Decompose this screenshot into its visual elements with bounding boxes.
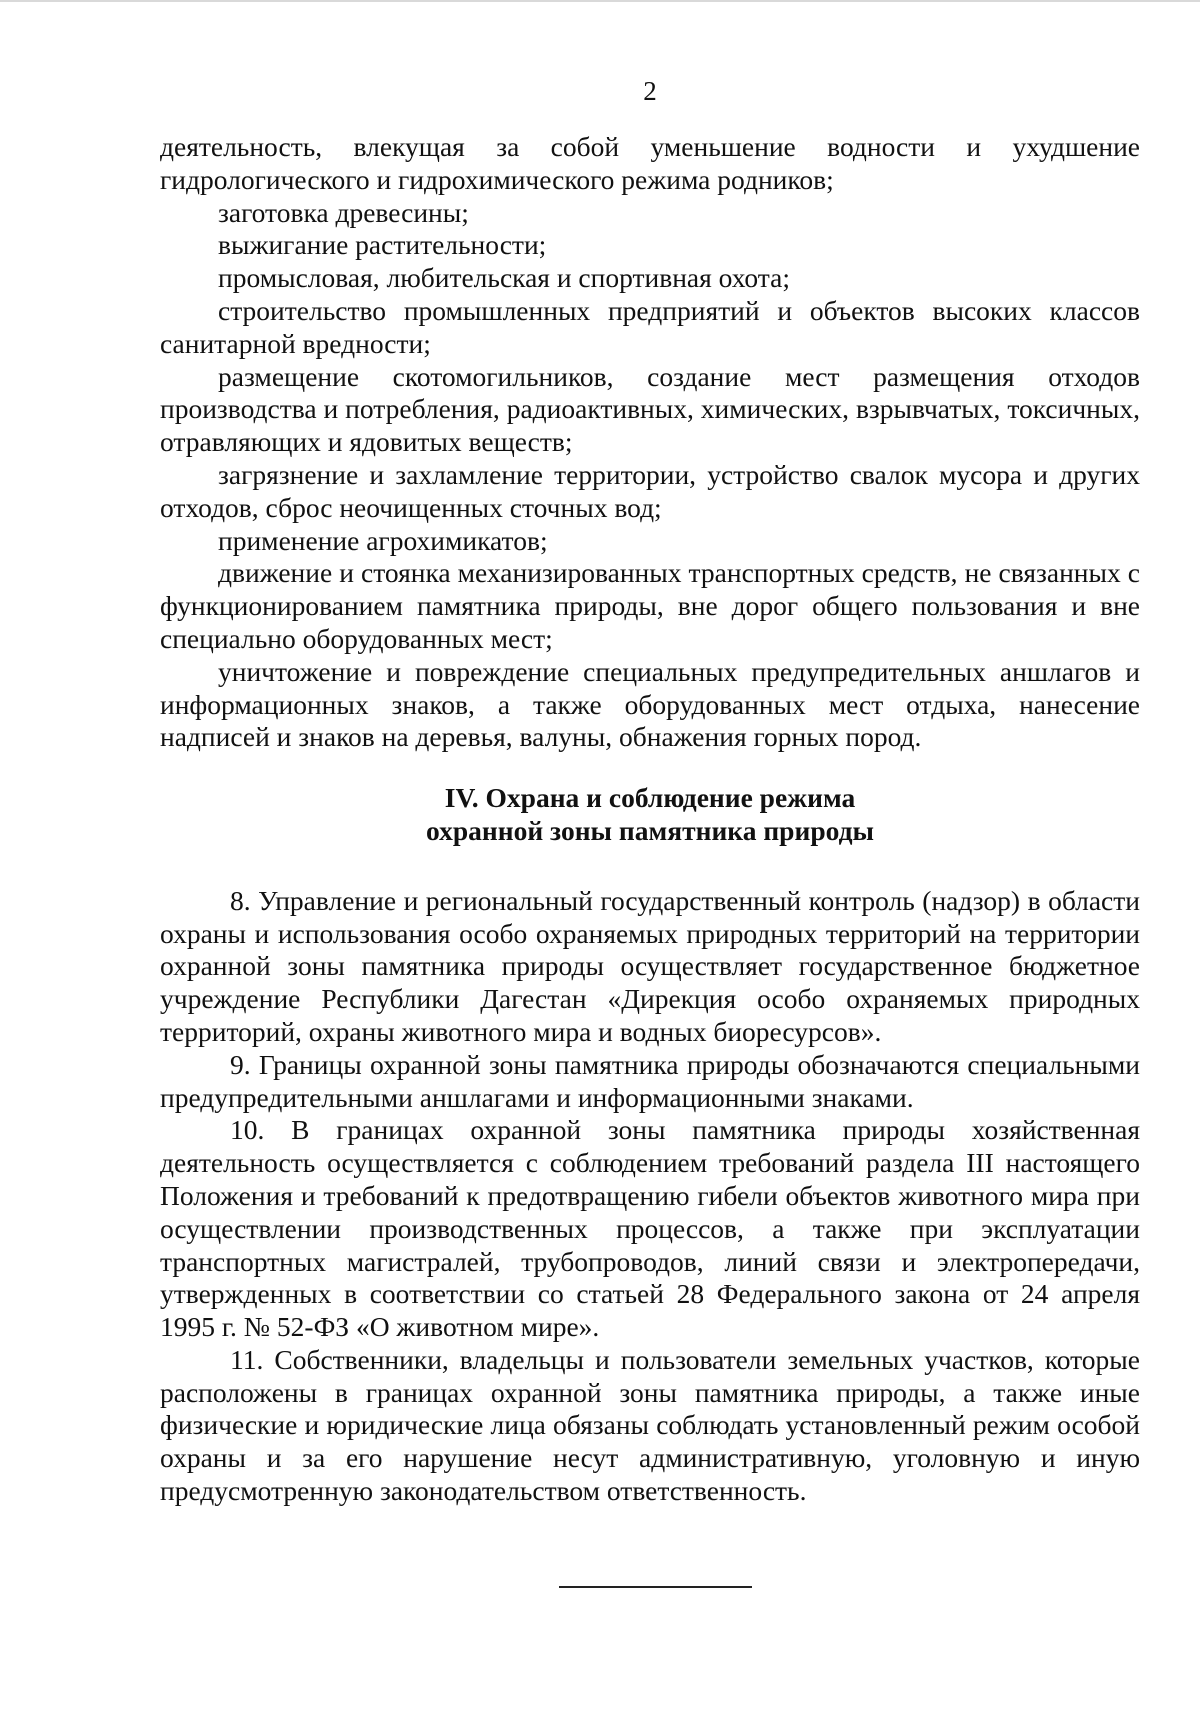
paragraph-item-11: 11. Собственники, владельцы и пользователи земельных участков, которые расположены в границах охранной зоны памятника природы, а также иные физические и юридические лица обязаны соблюдать установленный режим особой охраны и за его нарушение несут административную, уголовную и иную предусмотренную законодательством ответственность. <box>160 1343 1140 1507</box>
paragraph-item-8: 8. Управление и региональный государственный контроль (надзор) в области охраны и использования особо охраняемых природных территорий на территории охранной зоны памятника природы осуществляет государственное бюджетное учреждение Республики Дагестан «Дирекция особо охраняемых природных территорий, охраны животного мира и водных биоресурсов». <box>160 884 1140 1047</box>
paragraph-activity-water: деятельность, влекущая за собой уменьшение водности и ухудшение гидрологического и гидрохимического режима родников; <box>160 131 1140 195</box>
page-number: 2 <box>643 76 657 106</box>
document-body <box>160 131 1140 1508</box>
paragraph-vehicles: движение и стоянка механизированных транспортных средств, не связанных с функционированием памятника природы, вне дорог общего пользования и вне специально оборудованных мест; <box>160 557 1140 654</box>
scan-top-edge <box>0 0 1200 2</box>
paragraph-waste-placement: размещение скотомогильников, создание мест размещения отходов производства и потребления, радиоактивных, химических, взрывчатых, токсичных, отравляющих и ядовитых веществ; <box>160 360 1140 458</box>
end-of-document-rule <box>559 1586 752 1588</box>
paragraph-agrochemicals: применение агрохимикатов; <box>218 524 548 556</box>
paragraph-hunting: промысловая, любительская и спортивная охота; <box>218 262 790 294</box>
paragraph-pollution: загрязнение и захламление территории, устройство свалок мусора и других отходов, сброс неочищенных сточных вод; <box>160 458 1140 523</box>
section-heading-line-2: охранной зоны памятника природы <box>426 814 874 846</box>
section-heading-line-1: IV. Охрана и соблюдение режима <box>444 782 856 814</box>
paragraph-vegetation-burning: выжигание растительности; <box>218 229 547 261</box>
paragraph-construction: строительство промышленных предприятий и объектов высоких классов санитарной вредности; <box>160 294 1140 359</box>
paragraph-item-9: 9. Границы охранной зоны памятника природы обозначаются специальными предупредительными аншлагами и информационными знаками. <box>160 1048 1140 1113</box>
section-heading <box>160 782 1140 848</box>
paragraph-item-10: 10. В границах охранной зоны памятника природы хозяйственная деятельность осуществляется с соблюдением требований раздела III настоящего Положения и требований к предотвращению гибели объектов животного мира при осуществлении производственных процессов, а также при эксплуатации транспортных магистралей, трубопроводов, линий связи и электропередачи, утвержденных в соответствии со статьей 28 Федерального закона от 24 апреля 1995 г. № 52-ФЗ «О животном мире». <box>160 1114 1140 1343</box>
paragraph-sign-damage: уничтожение и повреждение специальных предупредительных аншлагов и информационных знаков, а также оборудованных мест отдыха, нанесение надписей и знаков на деревья, валуны, обнажения горных пород. <box>160 655 1140 753</box>
paragraph-timber-harvesting: заготовка древесины; <box>218 196 469 228</box>
